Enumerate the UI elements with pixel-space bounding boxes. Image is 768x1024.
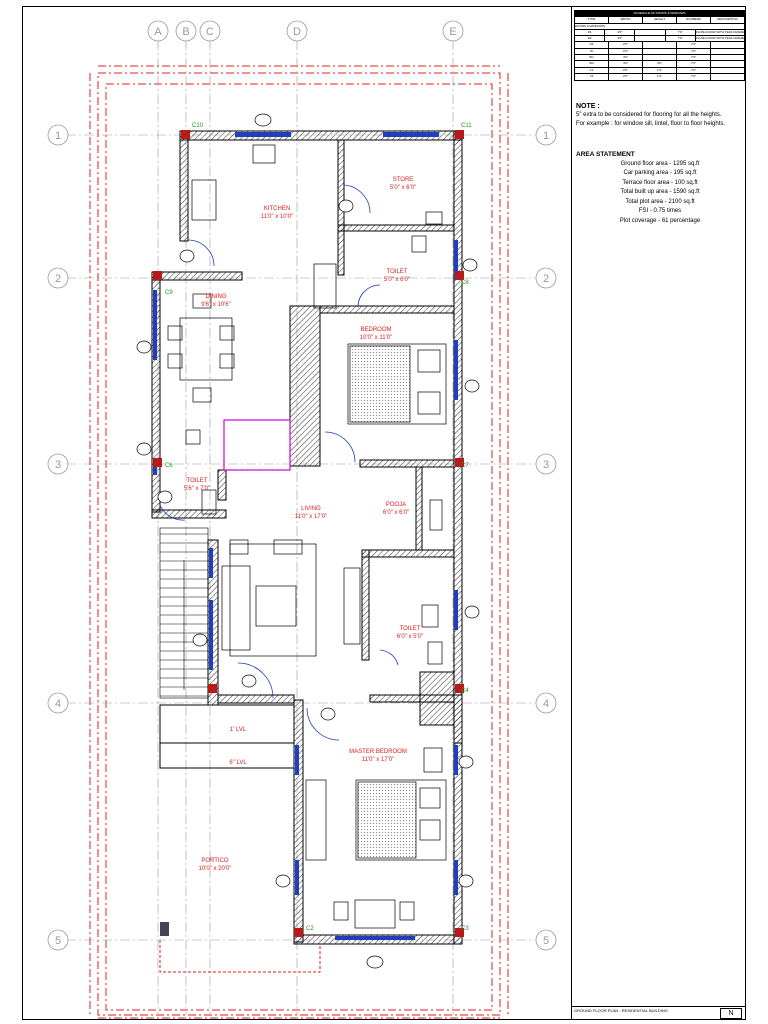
schedule-cell: 7'0" — [677, 68, 711, 73]
schedule-header-cell: TYPE — [575, 17, 609, 22]
grid-row-label: 2 — [54, 273, 62, 285]
room-dim-master: 11'0" x 17'0" — [361, 757, 395, 763]
room-dim-store: 5'0" x 6'0" — [389, 185, 417, 191]
room-name-master: MASTER BEDROOM — [349, 749, 407, 755]
grid-bubble-row — [48, 930, 68, 950]
schedule-cell: 7'0" — [666, 36, 696, 41]
room-dim-bedroom2: 10'0" x 11'0" — [359, 335, 393, 341]
grid-row-label: 3 — [542, 459, 550, 471]
grid-col-label: D — [293, 26, 301, 38]
schedule-cell — [711, 49, 744, 54]
schedule-cell: W — [575, 49, 609, 54]
grid-bubble-row — [536, 930, 556, 950]
schedule-cell: 2'0" — [609, 74, 643, 80]
schedule-cell: 7'0" — [666, 30, 696, 35]
schedule-cell — [635, 30, 665, 35]
grid-bubble-row — [536, 125, 556, 145]
schedule-cell — [711, 42, 744, 47]
room-dim-pooja: 6'0" x 6'0" — [382, 510, 410, 516]
grid-bubble-col — [443, 21, 463, 41]
room-dim-dining: 9'6" x 10'6" — [201, 302, 231, 308]
schedule-header-cell: NUMBERS — [677, 17, 711, 22]
schedule-header-cell: HEIGHT — [643, 17, 677, 22]
schedule-header-cell: WIDTH — [609, 17, 643, 22]
title-footer — [572, 1006, 746, 1020]
schedule-section: DOORS & WINDOWS — [575, 23, 605, 28]
schedule-cell: 7'0" — [677, 42, 711, 47]
stair-steps — [160, 534, 208, 696]
room-name-toilet3: TOILET — [399, 626, 421, 632]
schedule-cell: 3'0" — [605, 36, 635, 41]
area-statement — [576, 150, 744, 226]
area-line: Ground floor area - 1295 sq.ft — [620, 160, 700, 167]
grid-bubble-col — [176, 21, 196, 41]
room-name-dining: DINING — [205, 294, 227, 300]
area-line: Terrace floor area - 100 sq.ft — [622, 179, 698, 186]
room-dim-toilet2: 5'6" x 7'0" — [183, 486, 211, 492]
grid-col-label: A — [154, 26, 162, 38]
schedule-row — [575, 74, 744, 80]
level-labels — [229, 727, 247, 766]
grid-bubble-col — [200, 21, 220, 41]
grid-bubble-row — [48, 693, 68, 713]
schedule-cell: 1'6" — [643, 74, 677, 80]
grid-col-label: E — [449, 26, 457, 38]
room-name-portico: PORTICO — [201, 858, 229, 864]
schedule-cell: 2'6" — [609, 49, 643, 54]
schedule-cell: FLUSH DOOR WITH TEAK FRAME — [695, 36, 744, 41]
schedule-cell: D1 — [575, 30, 605, 35]
column-label: C4 — [461, 688, 469, 694]
area-line: Total built up area - 1590 sq.ft — [620, 189, 700, 195]
room-dim-living: 11'0" x 17'0" — [294, 514, 328, 520]
title-block — [571, 6, 746, 1020]
area-line: Plot coverage - 61 percentage — [619, 217, 701, 224]
schedule-cell: 7'0" — [677, 61, 711, 66]
schedule-cell: 3'0" — [643, 61, 677, 66]
schedule-cell — [635, 36, 665, 41]
column-label: C10 — [192, 123, 204, 129]
schedule-title: SCHEDULE OF DOORS & WINDOWS — [575, 11, 744, 16]
schedule-cell: 1'6" — [643, 68, 677, 73]
level-label-1: 1' LVL — [229, 727, 247, 733]
north-arrow-icon: N — [720, 1008, 742, 1019]
room-dim-portico: 10'0" x 20'0" — [198, 866, 232, 872]
room-name-toilet2: TOILET — [186, 478, 208, 484]
stair-opening — [224, 420, 290, 470]
schedule-cell — [711, 74, 744, 80]
schedule-cell: 3'6" — [605, 30, 635, 35]
schedule-header-cell: DESCRIPTION — [717, 17, 738, 22]
grid-row-label: 4 — [542, 698, 550, 710]
schedule-cell — [643, 42, 677, 47]
grid-bubble-row — [536, 454, 556, 474]
footer-text: GROUND FLOOR PLAN - RESIDENTIAL BUILDING — [574, 1008, 668, 1013]
column-label: C9 — [165, 290, 173, 296]
grid-bubble-row — [536, 693, 556, 713]
column-label: C2 — [306, 926, 314, 932]
grid-col-label: B — [182, 26, 190, 38]
schedule-cell: D2 — [575, 36, 605, 41]
schedule-cell — [711, 55, 744, 60]
door-window-schedule — [574, 10, 745, 81]
grid-row-label: 2 — [542, 273, 550, 285]
note-heading: NOTE : — [576, 103, 600, 110]
room-name-living: LIVING — [301, 506, 321, 512]
column-label: C6 — [165, 463, 173, 469]
schedule-cell: 2'6" — [609, 42, 643, 47]
schedule-cell: D3 — [575, 42, 609, 47]
entrance-steps — [160, 940, 320, 972]
area-line: Car parking area - 195 sq.ft — [623, 170, 697, 176]
schedule-cell — [643, 49, 677, 54]
room-name-pooja: POOJA — [385, 502, 407, 508]
room-name-bedroom2: BEDROOM — [360, 327, 392, 333]
schedule-cell — [643, 55, 677, 60]
grid-row-label: 5 — [542, 935, 550, 947]
area-line: FSI - 0.75 times — [638, 208, 682, 214]
schedule-cell: FLUSH DOOR WITH TEAK FRAME — [695, 29, 744, 34]
note-line: For example : for window sill, lintel, floor to floor heights. — [576, 121, 726, 127]
room-name-store: STORE — [392, 177, 414, 183]
room-dim-toilet1: 5'0" x 6'0" — [383, 277, 411, 283]
grid-bubble-col — [148, 21, 168, 41]
grid-row-label: 5 — [54, 935, 62, 947]
column-label: C7 — [461, 463, 469, 469]
schedule-cell: V2 — [575, 74, 609, 80]
note-line: 5" extra to be considered for flooring for all the heights. — [576, 112, 722, 118]
notes — [576, 102, 744, 129]
grid-bubble-row — [48, 125, 68, 145]
schedule-cell: 4'0" — [609, 55, 643, 60]
schedule-cell: 2'0" — [609, 68, 643, 73]
grid-row-label: 1 — [54, 130, 62, 142]
schedule-cell: 7'0" — [677, 74, 711, 80]
schedule-cell: V1 — [575, 68, 609, 73]
area-line: Total plot area - 2100 sq.ft — [625, 198, 695, 205]
column-label: C3 — [461, 926, 469, 932]
schedule-cell: W1 — [575, 55, 609, 60]
schedule-cell: 7'0" — [677, 49, 711, 54]
schedule-cell: W2 — [575, 61, 609, 66]
room-dim-toilet3: 6'0" x 5'0" — [396, 634, 424, 640]
grid-row-label: 1 — [542, 130, 550, 142]
column-label: C8 — [461, 280, 469, 286]
schedule-body — [575, 30, 744, 80]
grid-bubble-col — [287, 21, 307, 41]
grid-row-label: 3 — [54, 459, 62, 471]
room-name-toilet1: TOILET — [386, 269, 408, 275]
area-heading: AREA STATEMENT — [576, 151, 635, 158]
room-dim-kitchen: 11'0" x 10'0" — [260, 214, 294, 220]
column-label: C11 — [461, 123, 472, 129]
level-label-2: 6" LVL — [229, 760, 247, 766]
grid-bubble-row — [48, 268, 68, 288]
grid-col-label: C — [206, 26, 214, 38]
grid-bubble-row — [48, 454, 68, 474]
grid-row-label: 4 — [54, 698, 62, 710]
schedule-cell: 4'0" — [609, 61, 643, 66]
grid-bubble-row — [536, 268, 556, 288]
schedule-cell: 7'0" — [677, 55, 711, 60]
room-name-kitchen: KITCHEN — [263, 206, 291, 212]
schedule-cell — [711, 68, 744, 73]
schedule-cell — [711, 61, 744, 66]
